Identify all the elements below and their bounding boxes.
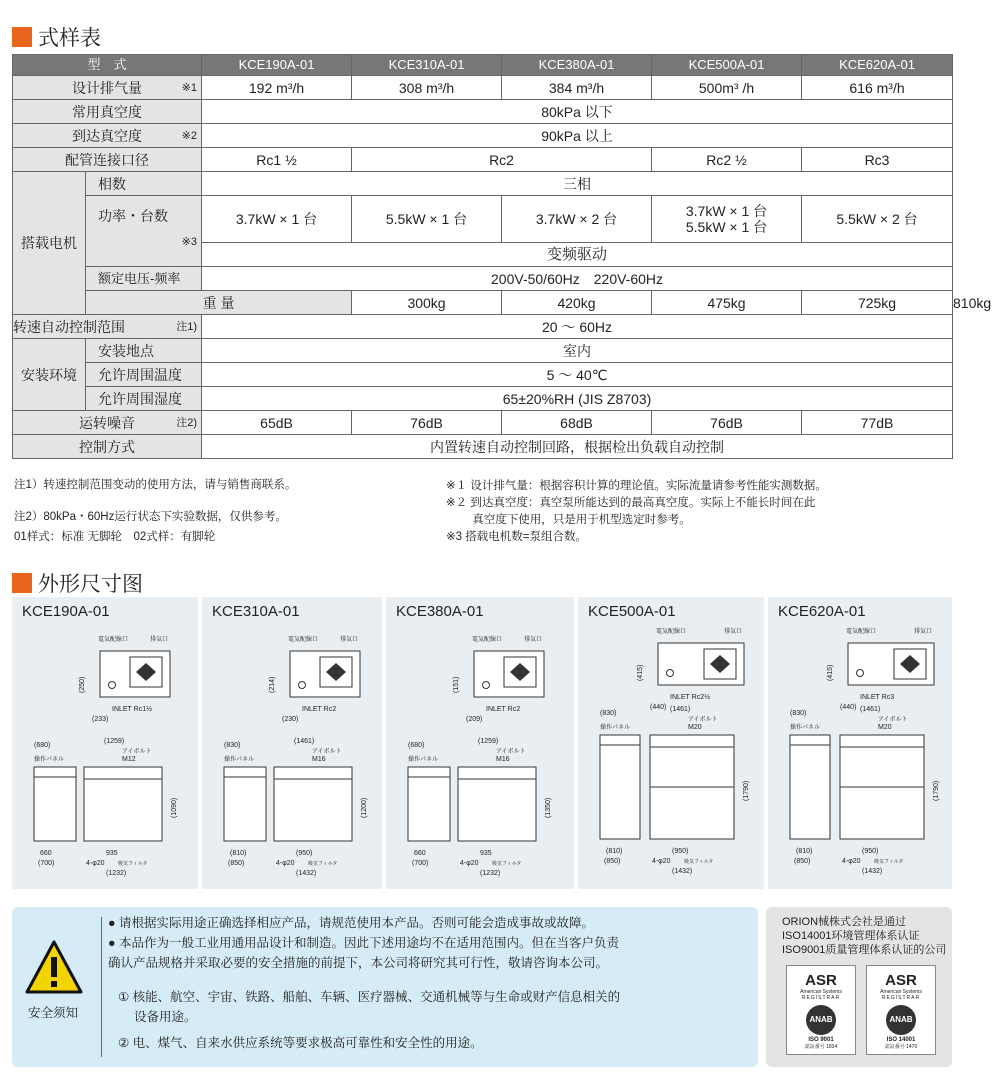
table-row (13, 148, 953, 172)
outline-drawing (578, 597, 764, 889)
table-row (13, 315, 953, 339)
label-panel: 操作パネル (224, 757, 255, 763)
label-inlet: INLET Rc1½ (112, 706, 152, 713)
label-filter: 吸気フィルタ (684, 859, 714, 865)
dim-front-width: (1259) (104, 738, 125, 745)
note-line: ※3 搭载电机数=泵组合数。 (446, 531, 587, 543)
dim-height: (1350) (545, 797, 552, 818)
dim-side-width: (830) (224, 742, 241, 749)
drawing-panel (578, 597, 764, 889)
warning-icon (24, 939, 84, 995)
front-view (84, 767, 162, 841)
table-cell: 3.7kW × 1 台 5.5kW × 1 台 (652, 196, 802, 243)
dim-top-width: (230) (282, 716, 299, 723)
row-label: 允许周围温度 (86, 363, 202, 387)
notes-right (446, 478, 827, 546)
table-cell: 308 m³/h (352, 76, 502, 100)
table-cell: 3.7kW × 2 台 (502, 196, 652, 243)
dim-foot-a: 660 (414, 850, 426, 857)
label-inlet: INLET Rc2 (486, 706, 521, 713)
dim-front-width: (1461) (294, 738, 315, 745)
drawing-panel (386, 597, 574, 889)
label-elec: 電気配線口 (98, 637, 129, 643)
inlet-port (667, 670, 674, 677)
note-line: ※２ 到达真空度：真空泵所能达到的最高真空度。实际上不能长时间在此 (446, 497, 816, 509)
label-exhaust: 排気口 (150, 637, 169, 643)
safety-line: ① 核能、航空、宇宙、铁路、船舶、车辆、医疗器械、交通机械等与生命或财产信息相关的 (118, 990, 621, 1004)
dims-title-text: 外形尺寸图 (38, 573, 143, 596)
table-row (13, 387, 953, 411)
safety-notice (12, 907, 758, 1067)
row-label: 额定电压-频率 (86, 267, 202, 291)
side-view (224, 767, 266, 841)
label-filter: 吸気フィルタ (492, 861, 522, 867)
label-panel: 操作パネル (790, 725, 821, 731)
table-cell: 5.5kW × 2 台 (802, 196, 953, 243)
dim-side-width: (680) (34, 742, 51, 749)
spec-table (12, 54, 992, 459)
table-row (13, 411, 953, 435)
dim-front-width: (1461) (860, 706, 881, 713)
inlet-port (109, 682, 116, 689)
dim-foot-d: (1232) (480, 870, 501, 877)
drawing-model: KCE500A-01 (588, 603, 676, 620)
row-label: 到达真空度 ※2 (13, 124, 202, 148)
dim-side-width: (680) (408, 742, 425, 749)
table-cell: 616 m³/h (802, 76, 953, 100)
row-label: 功率・台数 ※3 (86, 196, 202, 267)
table-cell: 192 m³/h (202, 76, 352, 100)
label-exhaust: 排気口 (524, 637, 543, 643)
dim-foot-d: (1432) (672, 868, 693, 875)
dim-foot-a: 660 (40, 850, 52, 857)
section-marker-icon (12, 573, 32, 593)
dim-front-width: (1259) (478, 738, 499, 745)
dims-section-title (12, 568, 143, 598)
spec-section-title (12, 22, 101, 52)
dim-top-height: (415) (827, 664, 834, 681)
table-cell: 内置转速自动控制回路，根据检出负载自动控制 (202, 435, 953, 459)
label-elec: 電気配線口 (656, 629, 687, 635)
dim-foot-c: 935 (106, 850, 118, 857)
dim-height: (1790) (743, 780, 750, 801)
safety-line: 确认产品规格并采取必要的安全措施的前提下，本公司将研究其可行性，敬请咨询本公司。 (108, 956, 609, 970)
safety-label: 安全须知 (28, 1006, 79, 1020)
dim-foot-c: 935 (480, 850, 492, 857)
cert-line: ISO9001质量管理体系认证的公司 (782, 944, 947, 956)
drawing-model: KCE620A-01 (778, 603, 866, 620)
row-label: 控制方式 (13, 435, 202, 459)
table-cell: 68dB (502, 411, 652, 435)
group-label-motor: 搭载电机 (13, 172, 86, 315)
table-cell: 变频驱动 (202, 243, 953, 267)
dim-hole: 4-φ20 (652, 858, 671, 865)
note-line: 真空度下使用，只是用于机型选定时参考。 (446, 514, 691, 526)
spec-title-text: 式样表 (38, 27, 101, 50)
dim-foot-d: (1232) (106, 870, 127, 877)
label-panel: 操作パネル (600, 725, 631, 731)
dim-top-width: (209) (466, 716, 483, 723)
label-bolt-size: M20 (878, 724, 892, 731)
label-elec: 電気配線口 (288, 637, 319, 643)
iso9001-logo: ASR American Systems REGISTRAR ANAB ISO 9001 認証番号 1834 (786, 965, 856, 1055)
dim-foot-a: (810) (796, 848, 813, 855)
label-inlet: INLET Rc2 (302, 706, 337, 713)
table-row (13, 267, 953, 291)
certification-box (766, 907, 952, 1067)
group-label-env: 安装环境 (13, 339, 86, 411)
dim-foot-b: (850) (794, 858, 811, 865)
table-row (13, 435, 953, 459)
row-label: 安装地点 (86, 339, 202, 363)
table-cell: 420kg (502, 291, 652, 315)
dim-foot-a: (810) (230, 850, 247, 857)
label-exhaust: 排気口 (340, 637, 359, 643)
outline-drawing (386, 597, 574, 889)
table-cell: 室内 (202, 339, 953, 363)
label-panel: 操作パネル (34, 757, 65, 763)
row-label: 常用真空度 (13, 100, 202, 124)
table-cell: 90kPa 以上 (202, 124, 953, 148)
side-view (790, 735, 830, 839)
dim-top-width: (440) (840, 704, 857, 711)
row-label: 转速自动控制范围 注1) (13, 315, 202, 339)
label-inlet: INLET Rc3 (860, 694, 895, 701)
label-bolt-size: M16 (496, 756, 510, 763)
table-cell: 80kPa 以下 (202, 100, 953, 124)
table-cell: 77dB (802, 411, 953, 435)
label-bolt: アイボルト (312, 749, 342, 755)
inlet-port (483, 682, 490, 689)
dim-foot-a: (810) (606, 848, 623, 855)
dim-side-width: (830) (600, 710, 617, 717)
label-exhaust: 排気口 (724, 629, 743, 635)
table-row (13, 124, 953, 148)
table-cell: 3.7kW × 1 台 (202, 196, 352, 243)
table-cell: 475kg (652, 291, 802, 315)
table-cell: 5 ～ 40℃ (202, 363, 953, 387)
table-cell: 384 m³/h (502, 76, 652, 100)
dim-hole: 4-φ20 (842, 858, 861, 865)
header-model: KCE310A-01 (352, 55, 502, 76)
row-label: 设计排气量 ※1 (13, 76, 202, 100)
dim-top-width: (440) (650, 704, 667, 711)
safety-line: 设备用途。 (118, 1010, 197, 1024)
outline-drawing (12, 597, 198, 889)
table-cell: 20 ～ 60Hz (202, 315, 953, 339)
iso14001-logo: ASR American Systems REGISTRAR ANAB ISO 14001 認証番号 1470 (866, 965, 936, 1055)
inlet-port (857, 670, 864, 677)
safety-divider (101, 917, 102, 1057)
table-cell: 300kg (352, 291, 502, 315)
safety-line: ● 请根据实际用途正确选择相应产品，请规范使用本产品。否则可能会造成事故或故障。 (108, 916, 595, 930)
table-row (13, 172, 953, 196)
row-label: 运转噪音 注2) (13, 411, 202, 435)
table-row (13, 196, 953, 243)
inlet-port (299, 682, 306, 689)
front-view (274, 767, 352, 841)
safety-line: ② 电、煤气、自来水供应系统等要求极高可靠性和安全性的用途。 (118, 1036, 483, 1050)
table-cell: Rc1 ½ (202, 148, 352, 172)
note-line: 01样式：标准 无脚轮 02式样：有脚轮 (14, 531, 216, 543)
side-view (34, 767, 76, 841)
row-label: 重 量 (86, 291, 352, 315)
dim-foot-b: (700) (38, 860, 55, 867)
dim-foot-c: (950) (672, 848, 689, 855)
drawing-model: KCE190A-01 (22, 603, 110, 620)
dim-hole: 4-φ20 (276, 860, 295, 867)
label-bolt: アイボルト (496, 749, 526, 755)
note-line: 注1）转速控制范围变动的使用方法，请与销售商联系。 (14, 479, 297, 491)
label-filter: 吸気フィルタ (118, 861, 148, 867)
notes-left (14, 477, 296, 546)
table-cell: 65±20%RH (JIS Z8703) (202, 387, 953, 411)
dim-foot-b: (850) (604, 858, 621, 865)
row-label: 允许周围湿度 (86, 387, 202, 411)
dim-height: (1790) (933, 780, 940, 801)
label-bolt: アイボルト (688, 717, 718, 723)
label-bolt: アイボルト (878, 717, 908, 723)
dimension-drawings (12, 597, 952, 889)
table-cell: 200V-50/60Hz 220V-60Hz (202, 267, 953, 291)
table-cell: 5.5kW × 1 台 (352, 196, 502, 243)
safety-line: ● 本品作为一般工业用通用品设计和制造。因此下述用途均不在适用范围内。但在当客户负责 (108, 936, 620, 950)
safety-text (108, 913, 620, 1053)
dim-side-width: (830) (790, 710, 807, 717)
table-header-row (13, 55, 953, 76)
table-cell: 500m³ /h (652, 76, 802, 100)
header-model: KCE190A-01 (202, 55, 352, 76)
dim-hole: 4-φ20 (86, 860, 105, 867)
outline-drawing (768, 597, 952, 889)
dim-foot-b: (700) (412, 860, 429, 867)
note-line: ※１ 设计排气量：根据容积计算的理论值。实际流量请参考性能实测数据。 (446, 480, 827, 492)
header-model: KCE380A-01 (502, 55, 652, 76)
table-cell: Rc2 (352, 148, 652, 172)
dim-top-height: (214) (269, 676, 276, 693)
side-view (600, 735, 640, 839)
table-cell: Rc3 (802, 148, 953, 172)
row-label: 相数 (86, 172, 202, 196)
dim-foot-b: (850) (228, 860, 245, 867)
dim-height: (1200) (361, 797, 368, 818)
label-inlet: INLET Rc2½ (670, 694, 710, 701)
label-elec: 電気配線口 (846, 629, 877, 635)
label-bolt-size: M12 (122, 756, 136, 763)
dim-top-height: (151) (453, 676, 460, 693)
cert-line: ISO14001环境管理体系认证 (782, 930, 920, 942)
label-bolt-size: M16 (312, 756, 326, 763)
dim-foot-d: (1432) (862, 868, 883, 875)
table-row (13, 339, 953, 363)
drawing-model: KCE380A-01 (396, 603, 484, 620)
label-bolt-size: M20 (688, 724, 702, 731)
cert-text (782, 915, 946, 957)
dim-foot-c: (950) (862, 848, 879, 855)
table-row (13, 363, 953, 387)
drawing-panel (768, 597, 952, 889)
dim-top-height: (250) (79, 676, 86, 693)
table-cell: 三相 (202, 172, 953, 196)
dim-front-width: (1461) (670, 706, 691, 713)
label-filter: 吸気フィルタ (874, 859, 904, 865)
dim-foot-d: (1432) (296, 870, 317, 877)
row-label: 配管连接口径 (13, 148, 202, 172)
label-exhaust: 排気口 (914, 629, 933, 635)
front-view (458, 767, 536, 841)
note-line: 注2）80kPa・60Hz运行状态下实验数据，仅供参考。 (14, 511, 287, 523)
section-marker-icon (12, 27, 32, 47)
table-row (13, 100, 953, 124)
drawing-model: KCE310A-01 (212, 603, 300, 620)
dim-top-height: (415) (637, 664, 644, 681)
outline-drawing (202, 597, 382, 889)
cert-line: ORION械株式会社是通过 (782, 916, 907, 928)
dim-foot-c: (950) (296, 850, 313, 857)
header-model: KCE500A-01 (652, 55, 802, 76)
drawing-panel (202, 597, 382, 889)
table-row (13, 76, 953, 100)
dim-hole: 4-φ20 (460, 860, 479, 867)
drawing-panel (12, 597, 198, 889)
table-cell: Rc2 ½ (652, 148, 802, 172)
header-model-label: 型 式 (13, 55, 202, 76)
table-cell: 725kg (802, 291, 953, 315)
label-filter: 吸気フィルタ (308, 861, 338, 867)
side-view (408, 767, 450, 841)
label-bolt: アイボルト (122, 749, 152, 755)
label-elec: 電気配線口 (472, 637, 503, 643)
table-row: 重 量 300kg 420kg 475kg 725kg 810kg (13, 291, 953, 315)
table-cell: 76dB (652, 411, 802, 435)
label-panel: 操作パネル (408, 757, 439, 763)
table-cell: 76dB (352, 411, 502, 435)
header-model: KCE620A-01 (802, 55, 953, 76)
table-cell: 65dB (202, 411, 352, 435)
dim-height: (1090) (171, 797, 178, 818)
dim-top-width: (233) (92, 716, 109, 723)
